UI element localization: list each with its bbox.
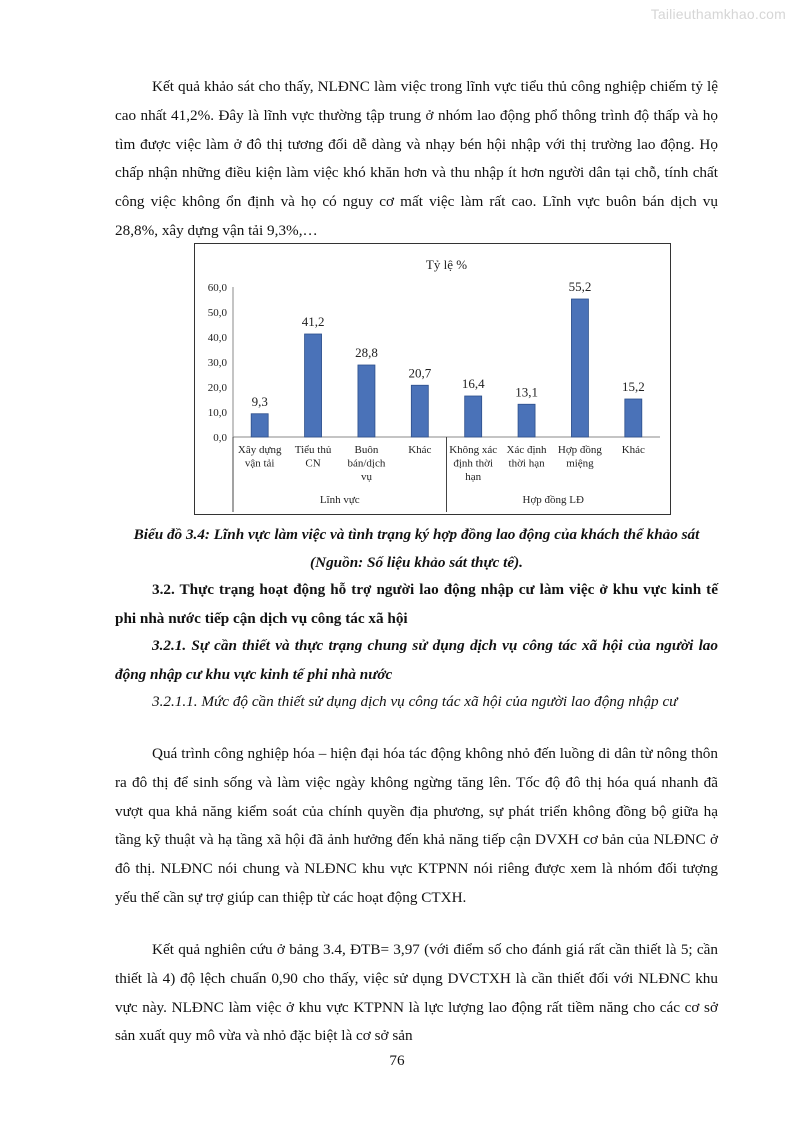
bar-value-label: 28,8 xyxy=(355,345,378,360)
bar xyxy=(571,299,588,437)
bar-value-label: 13,1 xyxy=(515,384,538,400)
watermark: Tailieuthamkhao.com xyxy=(650,6,786,22)
bar xyxy=(251,414,268,437)
bar xyxy=(358,365,375,437)
category-label: Hợp đồng miệng xyxy=(557,444,602,470)
bar xyxy=(305,334,322,437)
group-label: Lĩnh vực xyxy=(319,494,360,506)
y-tick-label: 10,0 xyxy=(207,407,227,419)
category-label: Tiểu thủ CN xyxy=(294,444,332,470)
bar xyxy=(465,396,482,437)
category-label: Khác xyxy=(621,444,645,456)
bar-chart xyxy=(194,243,671,515)
chart-caption: Biểu đồ 3.4: Lĩnh vực làm việc và tình trạng ký hợp đồng lao động của khách thể khảo sát (Nguồn: Số liệu khảo sát thực tế). xyxy=(133,526,700,571)
paragraph-body-2: Kết quả nghiên cứu ở bảng 3.4, ĐTB= 3,97 (với điểm số cho đánh giá rất cần thiết là 5; cần thiết là 4) độ lệch chuẩn 0,90 cho thấy, việc sử dụng DVCTXH là cần thiết đối với NLĐNC khu vực này. NLĐNC làm việc ở khu vực KTPNN là lực lượng lao động rất tiềm năng cho các cơ sở sản xuất quy mô vừa và nhỏ đặc biệt là cơ sở sản xyxy=(115,941,718,1045)
heading-3-2-1-1: 3.2.1.1. Mức độ cần thiết sử dụng dịch vụ công tác xã hội của người lao động nhập cư xyxy=(152,693,678,710)
bar-value-label: 15,2 xyxy=(621,379,645,394)
paragraph-intro: Kết quả khảo sát cho thấy, NLĐNC làm việc trong lĩnh vực tiểu thủ công nghiệp chiếm tỷ lệ cao nhất 41,2%. Đây là lĩnh vực thường tập trung ở nhóm lao động phổ thông trình độ thấp và họ tìm được việc làm ở đô thị tương đối dễ dàng và nhạy bén hội nhập với thị trường lao động. Họ chấp nhận những điều kiện làm việc khó khăn hơn và thu nhập ít hơn người dân tại chỗ, tính chất công việc không ổn định và họ có nguy cơ mất việc làm rất cao. Lĩnh vực buôn bán dịch vụ 28,8%, xây dựng vận tải 9,3%,… xyxy=(115,78,718,239)
y-tick-label: 60,0 xyxy=(207,282,227,294)
y-tick-label: 40,0 xyxy=(207,332,227,344)
category-label: Khác xyxy=(408,444,432,456)
bar xyxy=(518,404,535,437)
heading-3-2: 3.2. Thực trạng hoạt động hỗ trợ người lao động nhập cư làm việc ở khu vực kinh tế phi nhà nước tiếp cận dịch vụ công tác xã hội xyxy=(115,581,718,627)
category-label: Buôn bán/dịch vụ xyxy=(347,444,386,483)
bar-value-label: 55,2 xyxy=(568,279,592,294)
chart-title: Tỷ lệ % xyxy=(425,257,468,272)
paragraph-body-1: Quá trình công nghiệp hóa – hiện đại hóa tác động không nhỏ đến luồng di dân từ nông thôn ra đô thị để sinh sống và làm việc ngày không ngừng tăng lên. Tốc độ đô thị hóa quá nhanh đã vượt qua khả năng kiểm soát của chính quyền địa phương, sự phát triển không đồng bộ giữa hạ tầng kỹ thuật và hạ tầng xã hội đã ảnh hưởng đến khả năng tiếp cận DVXH cơ bản của NLĐNC ở đô thị. NLĐNC nói chung và NLĐNC khu vực KTPNN nói riêng được xem là nhóm đối tượng yếu thế cần sự trợ giúp can thiệp từ các hoạt động CTXH. xyxy=(115,745,718,906)
y-tick-label: 20,0 xyxy=(207,382,227,394)
bar-value-label: 16,4 xyxy=(461,376,485,391)
bar-value-label: 41,2 xyxy=(301,314,325,329)
y-tick-label: 30,0 xyxy=(207,357,227,369)
bar-value-label: 20,7 xyxy=(408,365,432,381)
bar xyxy=(625,399,642,437)
page-number: 76 xyxy=(389,1052,405,1069)
heading-3-2-1: 3.2.1. Sự cần thiết và thực trạng chung sử dụng dịch vụ công tác xã hội của người lao động nhập cư khu vực kinh tế phi nhà nước xyxy=(115,637,718,683)
y-tick-label: 50,0 xyxy=(207,307,227,319)
category-label: Xây dựng vận tải xyxy=(237,444,282,470)
y-tick-label: 0,0 xyxy=(213,432,227,444)
bar xyxy=(411,385,428,437)
category-label: Không xác định thời hạn xyxy=(449,444,498,483)
group-label: Hợp đồng LĐ xyxy=(522,494,584,506)
category-label: Xác định thời hạn xyxy=(506,444,547,470)
chart-svg xyxy=(195,244,670,514)
bar-value-label: 9,3 xyxy=(251,393,268,409)
